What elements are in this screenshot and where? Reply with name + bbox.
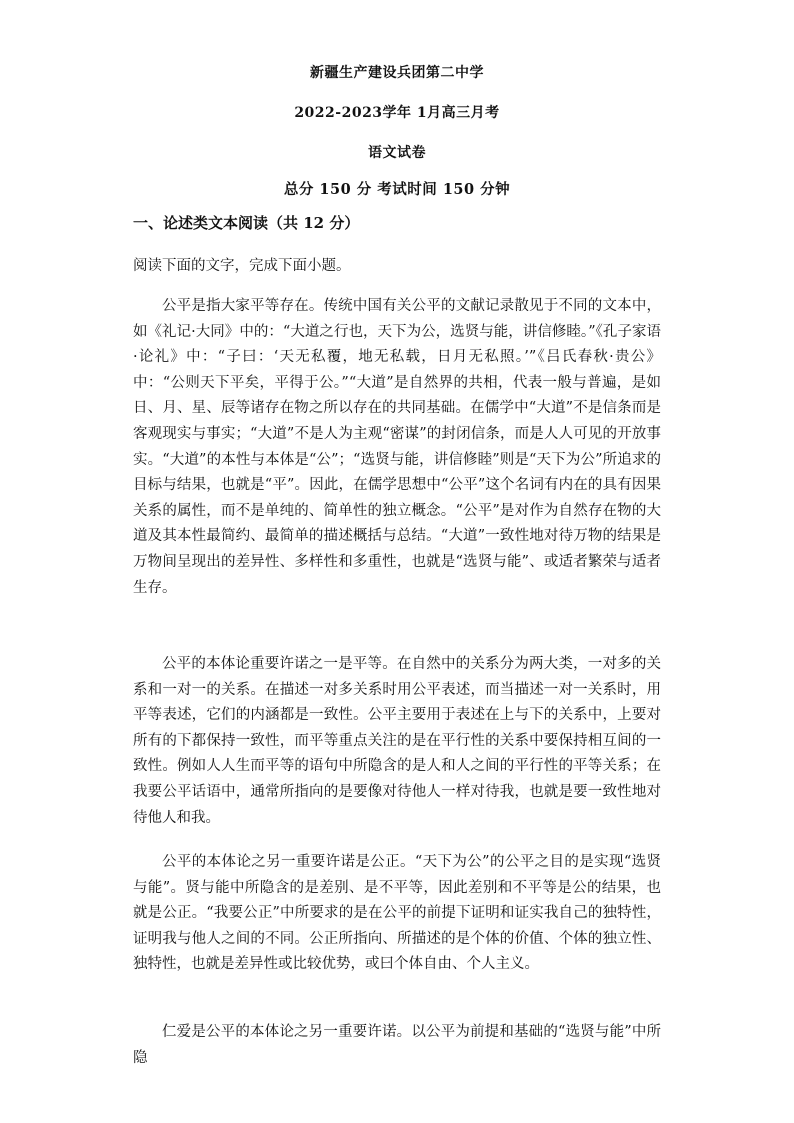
exam-meta: 总分 150 分 考试时间 150 分钟 bbox=[283, 181, 511, 198]
passage-paragraph: 公平的本体论之另一重要许诺是公正。“天下为公”的公平之目的是实现“选贤与能”。贤与能中所隐含的是差别、是不平等，因此差别和不平等是公的结果，也就是公正。“我要公正”中所要求的是在公平的前提下证明和证实我自己的独特性，证明我与他人之间的不同。公正所指向、所描述的是个体的价值、个体的独立性、独特性，也就是差异性或比较优势，或曰个体自由、个人主义。 bbox=[133, 854, 661, 973]
passage-paragraph: 公平是指大家平等存在。传统中国有关公平的文献记录散见于不同的文本中，如《礼记·大同》中的：“大道之行也，天下为公，选贤与能，讲信修睦。”《孔子家语·论礼》中：“子曰：‘天无私覆，地无私载，日月无私照。’”《吕氏春秋·贵公》中：“公则天下平矣，平得于公。”“大道”是自然界的共相，代表一般与普遍，是如日、月、星、辰等诸存在物之所以存在的共同基础。在儒学中“大道”不是信条而是客观现实与事实；“大道”不是人为主观“密谋”的封闭信条，而是人人可见的开放事实。“大道”的本性与本体是“公”；“选贤与能，讲信修睦”则是“天下为公”所追求的目标与结果，也就是“平”。因此，在儒学思想中“公平”这个名词有内在的具有因果关系的属性，而不是单纯的、简单性的独立概念。“公平”是对作为自然存在物的大道及其本性最简约、最简单的描述概括与总结。“大道”一致性地对待万物的结果是万物间呈现出的差异性、多样性和多重性，也就是“选贤与能”、或适者繁荣与适者生存。 bbox=[133, 298, 661, 596]
section-instruction: 阅读下面的文字，完成下面小题。 bbox=[133, 258, 351, 274]
exam-subject: 语文试卷 bbox=[368, 145, 426, 161]
section-heading: 一、论述类文本阅读（共 12 分） bbox=[133, 214, 360, 232]
passage-paragraph: 仁爱是公平的本体论之另一重要许诺。以公平为前提和基础的“选贤与能”中所隐 bbox=[133, 1024, 661, 1066]
passage-paragraph: 公平的本体论重要许诺之一是平等。在自然中的关系分为两大类，一对多的关系和一对一的关系。在描述一对多关系时用公平表述，而当描述一对一关系时，用平等表述，它们的内涵都是一致性。公平主要用于表述在上与下的关系中，上要对所有的下都保持一致性，而平等重点关注的是在平行性的关系中要保持相互间的一致性。例如人人生而平等的语句中所隐含的是人和人之间的平行性的平等关系；在我要公平话语中，通常所指向的是要像对待他人一样对待我，也就是要一致性地对待他人和我。 bbox=[133, 656, 661, 826]
exam-term: 2022-2023学年 1月高三月考 bbox=[294, 105, 500, 121]
school-name: 新疆生产建设兵团第二中学 bbox=[310, 65, 484, 81]
